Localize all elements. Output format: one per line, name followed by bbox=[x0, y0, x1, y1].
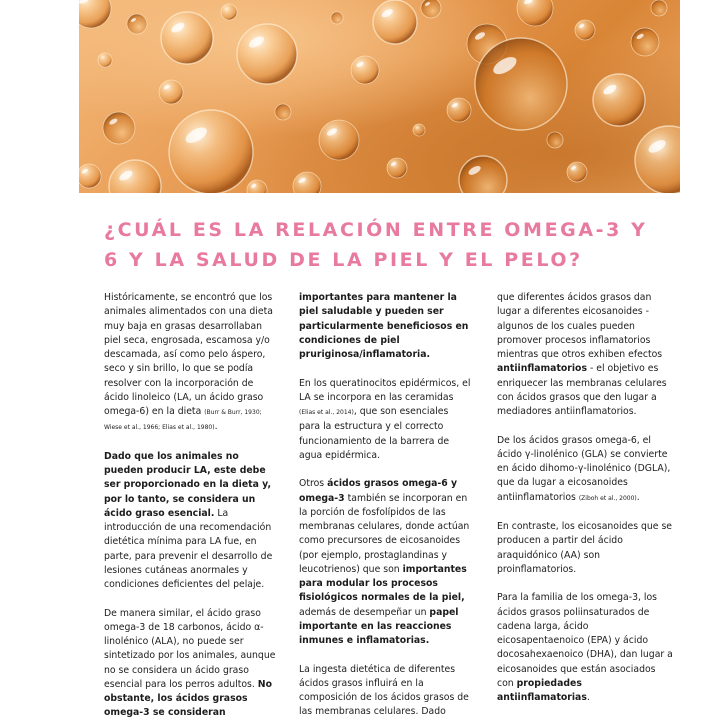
text: que diferentes ácidos grasos dan lugar a diferentes eicosanoides - algunos de los cuales pueden promover procesos inflamatorios mientras que otros exhiben efectos bbox=[497, 292, 663, 360]
text: La ingesta dietética de diferentes ácidos grasos influirá en la composición de los ácidos grasos de las membranas celulares. Dado bbox=[299, 663, 469, 718]
bold-text: papel importante en las reacciones inmunes e inflamatorias. bbox=[299, 606, 459, 646]
bubble-shape bbox=[575, 20, 595, 40]
bubble-shape bbox=[109, 160, 161, 193]
paragraph bbox=[497, 291, 673, 419]
text: En contraste, los eicosanoides que se producen a partir del ácido araquidónico (AA) son proinflamatorios. bbox=[497, 521, 673, 575]
paragraph bbox=[299, 477, 471, 648]
bubble-shape bbox=[247, 180, 267, 193]
bold-text: antiinflamatorios bbox=[497, 363, 587, 375]
text: Para la familia de los omega-3, los ácidos grasos poliinsaturados de cadena larga, ácido eicosapentaenoico (EPA) y ácido docosahexaenoico (DHA), dan lugar a eicosanoides que están asociados con bbox=[497, 592, 673, 689]
paragraph bbox=[104, 607, 276, 721]
text: además de desempeñar un bbox=[299, 606, 430, 618]
bubble-shape bbox=[547, 132, 563, 148]
paragraph bbox=[299, 663, 471, 720]
bubble-shape bbox=[79, 164, 101, 188]
bubble-shape bbox=[293, 172, 321, 193]
bubble-shape bbox=[593, 74, 645, 126]
bubble-shape bbox=[103, 112, 135, 144]
oil-bubbles-illustration bbox=[79, 0, 680, 193]
bubble-shape bbox=[98, 53, 112, 67]
bubble-shape bbox=[517, 0, 553, 26]
citation: (Elias et al., 2014) bbox=[299, 409, 354, 416]
bubble-shape bbox=[319, 120, 359, 160]
bold-text: propiedades antiinflamatorias bbox=[497, 677, 587, 703]
bubble-shape bbox=[413, 124, 425, 136]
bubble-shape bbox=[651, 0, 667, 16]
bubble-shape bbox=[351, 56, 379, 84]
bubble-shape bbox=[275, 104, 291, 120]
text: . bbox=[214, 421, 218, 433]
paragraph bbox=[299, 291, 471, 362]
bubble-shape bbox=[127, 14, 147, 34]
paragraph bbox=[104, 291, 276, 436]
text: - el objetivo es enriquecer las membranas celulares con ácidos grasos que den lugar a mediadores antiinflamatorios. bbox=[497, 363, 667, 417]
text: La introducción de una recomendación dietética mínima para LA fue, en parte, para prevenir el desarrollo de lesiones cutáneas anormales y condiciones deficientes del pelaje. bbox=[104, 507, 273, 590]
hero-image-oil-bubbles bbox=[79, 0, 680, 193]
bubble-shape bbox=[421, 0, 441, 18]
bubble-shape bbox=[567, 162, 587, 182]
bubble-shape bbox=[237, 24, 297, 84]
bold-text: ácidos grasos omega-6 y omega-3 bbox=[299, 478, 457, 504]
citation: (Ziboh et al., 2000) bbox=[578, 494, 637, 502]
text-column-3 bbox=[497, 291, 673, 705]
bubble-shape bbox=[331, 12, 343, 24]
text-column-2 bbox=[299, 291, 471, 720]
bubble-shape bbox=[447, 98, 471, 122]
text: Históricamente, se encontró que los animales alimentados con una dieta muy baja en grasas desarrollaban piel seca, engrosada, escamosa y/o descamada, así como pelo áspero, seco y sin brillo, lo que se podía resolver con la incorporación de ácido linoleico (LA, un ácido graso omega-6) en la dieta bbox=[104, 292, 273, 417]
text-column-1 bbox=[104, 291, 276, 721]
text: En los queratinocitos epidérmicos, el LA se incorpora en las ceramidas bbox=[299, 377, 471, 403]
text: . bbox=[636, 491, 640, 503]
article-title: ¿CUÁL ES LA RELACIÓN ENTRE OMEGA-3 Y 6 Y LA SALUD DE LA PIEL Y EL PELO? bbox=[104, 219, 648, 271]
bubble-shape bbox=[475, 38, 567, 130]
paragraph bbox=[497, 434, 673, 506]
paragraph bbox=[299, 377, 471, 464]
text: , que son esenciales para la estructura y el correcto funcionamiento de la barrera de agua epidérmica. bbox=[299, 406, 450, 461]
bubble-shape bbox=[159, 80, 183, 104]
paragraph bbox=[497, 520, 673, 577]
bold-text: importantes para modular los procesos fisiológicos normales de la piel, bbox=[299, 563, 467, 604]
paragraph bbox=[497, 591, 673, 705]
bubble-shape bbox=[631, 28, 659, 56]
text: Otros bbox=[299, 478, 328, 490]
citation: (Burr & Burr, 1930; Wiese et al., 1966; Elias et al., 1980) bbox=[104, 409, 262, 432]
paragraph bbox=[104, 450, 276, 593]
bold-text: importantes para mantener la piel saludable y pueden ser particularmente beneficiosos en condiciones de piel pruriginosa/inflamatoria. bbox=[299, 292, 469, 360]
bubble-shape bbox=[373, 0, 417, 44]
bubble-shape bbox=[169, 110, 253, 193]
text: también se incorporan en la porción de fosfolípidos de las membranas celulares, donde actúan como precursores de eicosanoides (por ejemplo, prostaglandinas y leucotrienos) que son bbox=[299, 492, 470, 575]
bubble-shape bbox=[635, 126, 680, 193]
bubble-shape bbox=[221, 4, 237, 20]
bold-text: No obstante, los ácidos grasos omega-3 se consideran bbox=[104, 678, 272, 719]
bubble-shape bbox=[387, 158, 407, 178]
text: De los ácidos grasos omega-6, el ácido γ-linolénico (GLA) se convierte en ácido dihomo-γ-linolénico (DGLA), que da lugar a eicosanoides antiinflamatorios bbox=[497, 434, 671, 503]
bold-text: Dado que los animales no pueden producir LA, este debe ser proporcionado en la dieta y, por lo tanto, se considera un ácido graso esencial. bbox=[104, 450, 271, 519]
text: De manera similar, el ácido graso omega-3 de 18 carbonos, ácido α-linolénico (ALA), no puede ser sintetizado por los animales, aunque no se considera un ácido graso esencial para los perros adultos. bbox=[104, 607, 276, 690]
bubble-shape bbox=[79, 0, 111, 28]
text: . bbox=[586, 692, 590, 703]
bubble-shape bbox=[161, 12, 213, 64]
bubble-shape bbox=[459, 156, 507, 193]
